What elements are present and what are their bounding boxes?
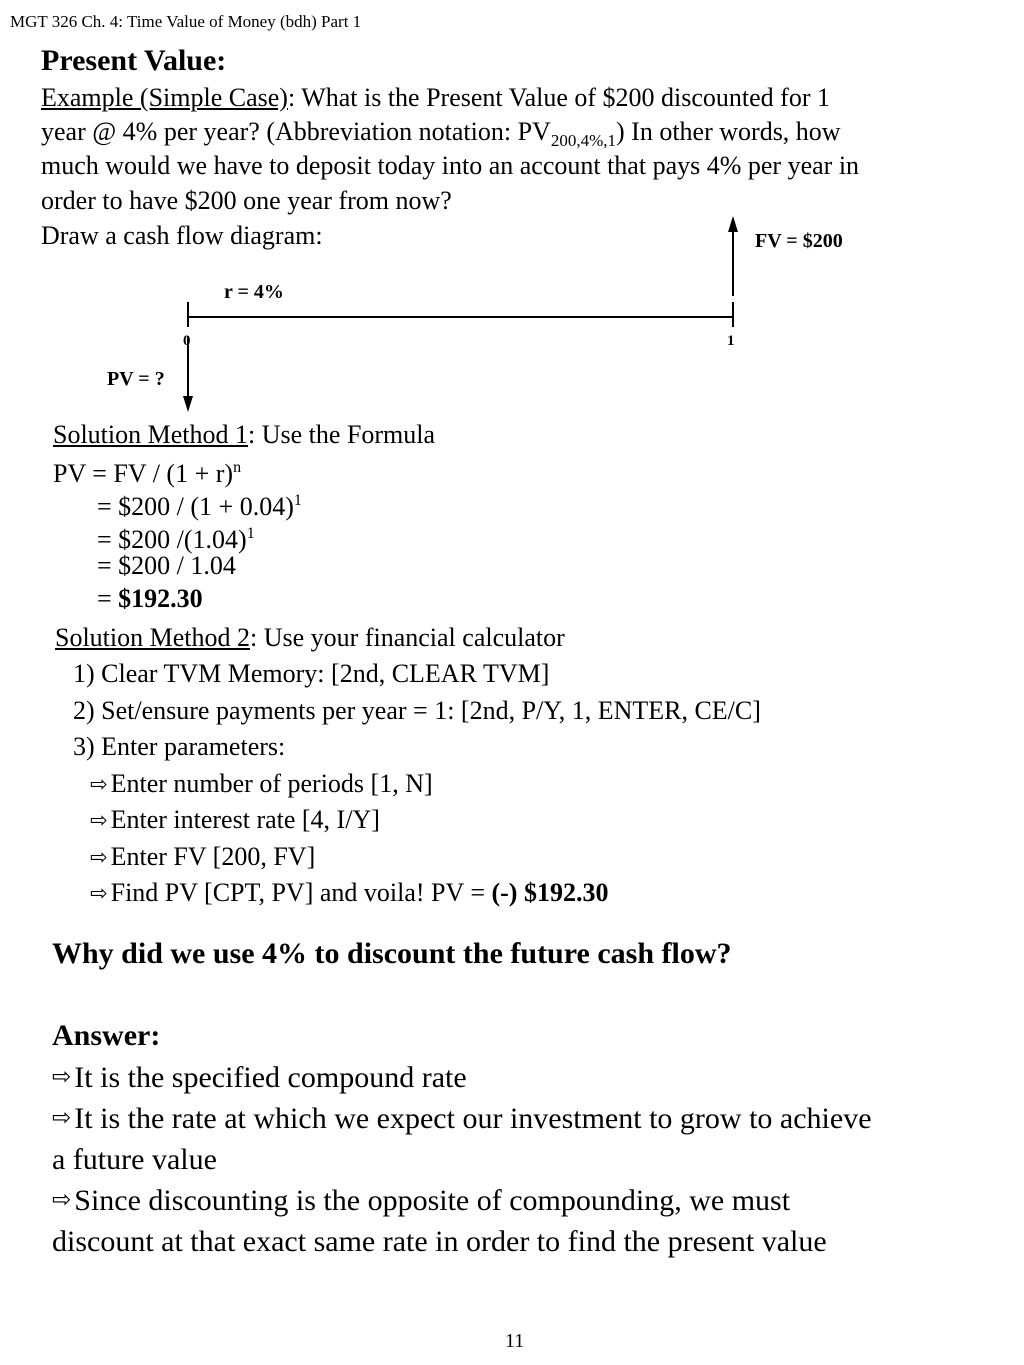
answer-item [52,1180,790,1221]
fv-label: FV = $200 [755,230,843,252]
answer-text: It is the specified compound rate [74,1061,467,1094]
pv-arrow-head [183,396,193,412]
answer-item [52,1098,872,1139]
right-arrow-icon: ⇨ [90,881,108,905]
step1-text: = $200 / (1 + 0.04) [97,492,294,521]
method2-bullet [90,838,315,876]
method2-bullet [90,874,608,912]
bullet-text: Enter interest rate [4, I/Y] [110,805,380,834]
right-arrow-icon: ⇨ [90,808,108,832]
method2-bullet [90,801,380,839]
answer-text: Since discounting is the opposite of compounding, we must [74,1184,791,1217]
page-header: MGT 326 Ch. 4: Time Value of Money (bdh) Part 1 [10,12,362,31]
right-arrow-icon: ⇨ [52,1187,72,1213]
method2-step-1: 1) Clear TVM Memory: [2nd, CLEAR TVM] [73,659,550,688]
answer-item [52,1057,467,1098]
method2-heading [55,619,565,656]
bullet-text: Enter number of periods [1, N] [110,769,433,798]
pv-notation-subscript: 200,4%,1 [550,131,617,150]
diagram-instruction: Draw a cash flow diagram: [41,221,323,250]
answer-text-continued: a future value [52,1143,217,1176]
bullet-text: Find PV [CPT, PV] and voila! PV = [110,878,492,907]
method1-desc: : Use the Formula [248,420,436,449]
answer-text: It is the rate at which we expect our investment to grow to achieve [74,1102,872,1135]
method1-label: Solution Method 1 [53,420,249,449]
step2-text: = $200 /(1.04) [97,525,247,554]
example-line-2-text: year @ 4% per year? (Abbreviation notation: PV [41,117,551,146]
method1-step-3: = $200 / 1.04 [97,551,236,580]
right-arrow-icon: ⇨ [90,845,108,869]
right-arrow-icon: ⇨ [52,1105,72,1131]
formula-exponent: n [233,459,242,476]
cash-flow-diagram [0,0,1024,420]
method2-desc: : Use your financial calculator [250,623,565,652]
method2-step-2: 2) Set/ensure payments per year = 1: [2nd, P/Y, 1, ENTER, CE/C] [73,696,761,725]
example-question: : What is the Present Value of $200 discounted for 1 [287,83,830,112]
method1-heading [53,418,435,451]
formula-text: PV = FV / (1 + r) [53,459,234,488]
step1-exponent: 1 [293,492,302,509]
bullet-text: Enter FV [200, FV] [110,842,316,871]
bullet-result: (-) $192.30 [491,878,609,907]
right-arrow-icon: ⇨ [90,772,108,796]
step2-exponent: 1 [246,525,255,542]
method2-bullet [90,765,433,803]
result-value: $192.30 [118,584,203,613]
question-heading: Why did we use 4% to discount the future cash flow? [52,937,732,970]
tick-label-0: 0 [183,333,191,349]
example-line-4: order to have $200 one year from now? [41,186,452,215]
example-line-3: much would we have to deposit today into an account that pays 4% per year in [41,151,860,180]
example-line-2-rest: ) In other words, how [616,117,841,146]
method1-result [97,582,203,615]
fv-arrow-head [728,216,738,232]
section-title: Present Value: [41,44,227,77]
method2-step-3: 3) Enter parameters: [73,732,286,761]
method2-label: Solution Method 2 [55,623,251,652]
rate-label: r = 4% [224,281,284,303]
page-number: 11 [505,1330,525,1352]
tick-label-1: 1 [727,333,735,349]
pv-label: PV = ? [107,368,165,390]
right-arrow-icon: ⇨ [52,1064,72,1090]
example-label: Example (Simple Case) [41,83,288,112]
result-prefix: = [97,584,119,613]
answer-text-continued: discount at that exact same rate in order to find the present value [52,1225,827,1258]
answer-heading: Answer: [52,1019,161,1052]
